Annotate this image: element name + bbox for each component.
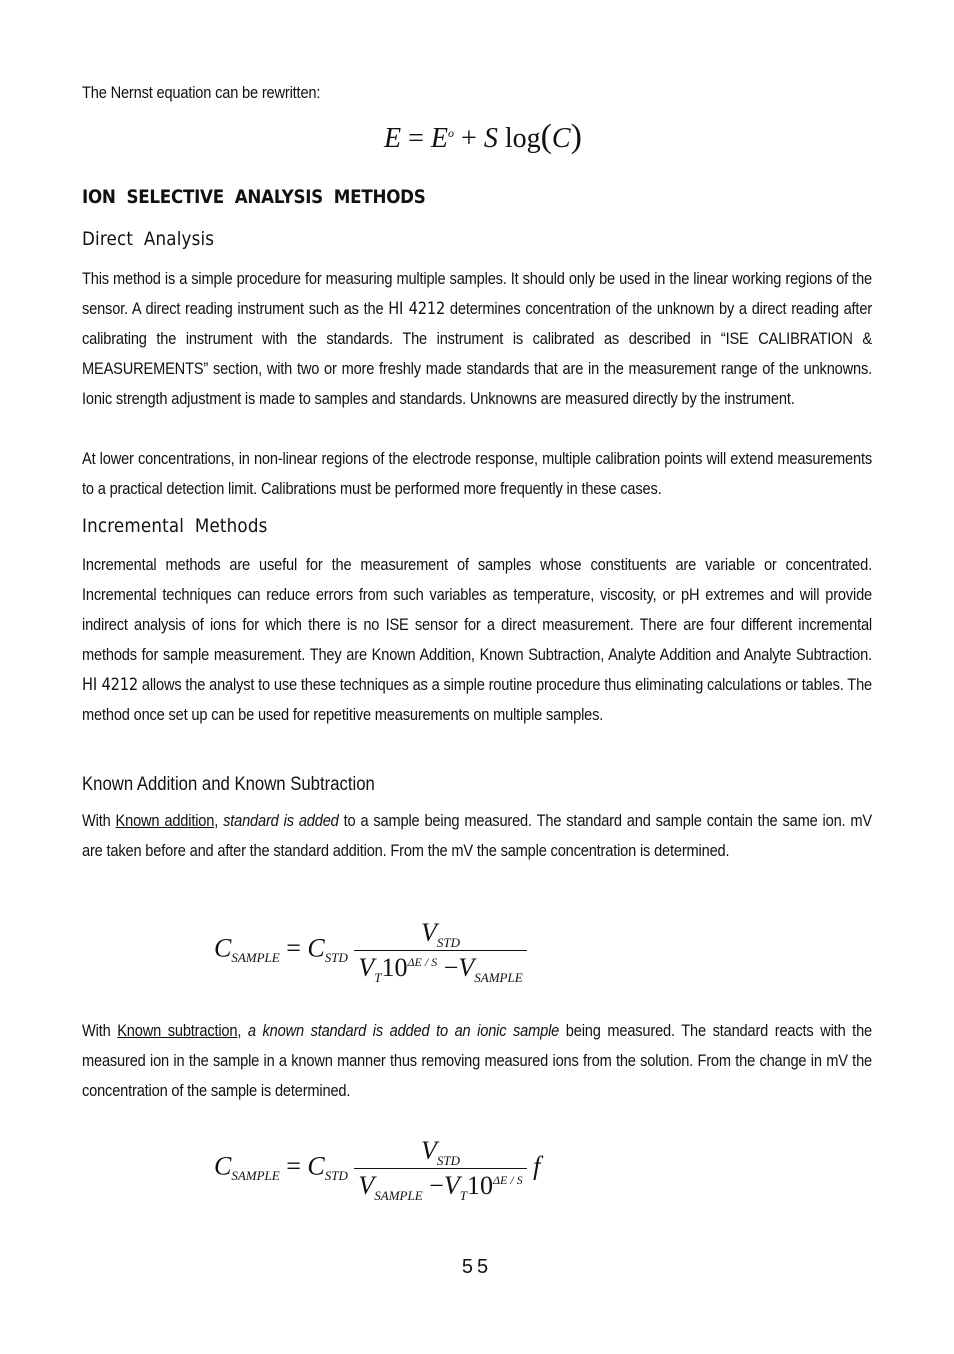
known-subtraction-formula: $C_{SAMPLE} = C_{STD}$ $\frac{V_{STD}}{V_{SAMPLE} -V_T10^{\Delta E / S}}$ f (214, 1136, 541, 1203)
model-name: HI 4212 (388, 299, 446, 319)
incremental-methods-heading: Incremental Methods (82, 515, 268, 537)
known-subtraction-term: Known subtraction (117, 1021, 238, 1040)
section-heading: ION SELECTIVE ANALYSIS METHODS (82, 186, 426, 208)
intro-text: The Nernst equation can be rewritten: (82, 83, 321, 102)
fraction: $\frac{V_{STD}}{V_{SAMPLE} -V_T10^{\Delta E / S}}$ (354, 1136, 526, 1201)
direct-analysis-heading: Direct Analysis (82, 228, 215, 250)
page-number: 55 (461, 1256, 493, 1278)
fraction: $\frac{V_{STD}}{V_T10^{\Delta E / S} -V_{SAMPLE}}$ (354, 918, 526, 983)
known-addition-term: Known addition (115, 811, 215, 830)
known-addition-formula: $C_{SAMPLE} = C_{STD}$ $\frac{V_{STD}}{V_T10^{\Delta E / S} -V_{SAMPLE}}$ (214, 918, 527, 983)
incremental-methods-paragraph: Incremental methods are useful for the measurement of samples whose constituents are variable or concentrated. Incremental techniques can reduce errors from such variables as temperature, viscosity, or pH extremes and will provide indirect analysis of ions for which there is no ISE sensor for a direct measurement. There are four different incremental methods for sample measurement. They are Known Addition, Known Subtraction, Analyte Addition and Analyte Subtraction. HI 4212 allows the analyst to use these techniques as a simple routine procedure thus eliminating calculations or tables. The method once set up can be used for repetitive measurements on multiple samples. (82, 555, 872, 724)
known-addition-paragraph: With Known addition, standard is added to a sample being measured. The standard and sample contain the same ion. mV are taken before and after the standard addition. From the mV the sample concentration is determined. (82, 811, 872, 860)
known-subtraction-paragraph: With Known subtraction, a known standard is added to an ionic sample being measured. The standard reacts with the measured ion in the sample in a known manner thus removing measured ions from the solution. From the change in mV the concentration of the sample is determined. (82, 1021, 873, 1100)
direct-analysis-paragraph-2: At lower concentrations, in non-linear regions of the electrode response, multiple calibration points will extend measurements to a practical detection limit. Calibrations must be performed more frequently in these cases. (82, 449, 872, 498)
nernst-equation: $E = E^o + S$ log(C) (384, 118, 582, 155)
known-addition-heading: Known Addition and Known Subtraction (82, 774, 375, 795)
direct-analysis-paragraph: This method is a simple procedure for measuring multiple samples. It should only be used in the linear working regions of the sensor. A direct reading instrument such as the HI 4212 determines concentration of the unknown by a direct reading after calibrating the instrument with the standards. The instrument is calibrated as described in “ISE CALIBRATION & MEASUREMENTS” section, with two or more freshly made standards that are in the measurement range of the unknowns. Ionic strength adjustment is made to samples and standards. Unknowns are measured directly by the instrument. (82, 269, 872, 408)
model-name: HI 4212 (82, 675, 138, 695)
